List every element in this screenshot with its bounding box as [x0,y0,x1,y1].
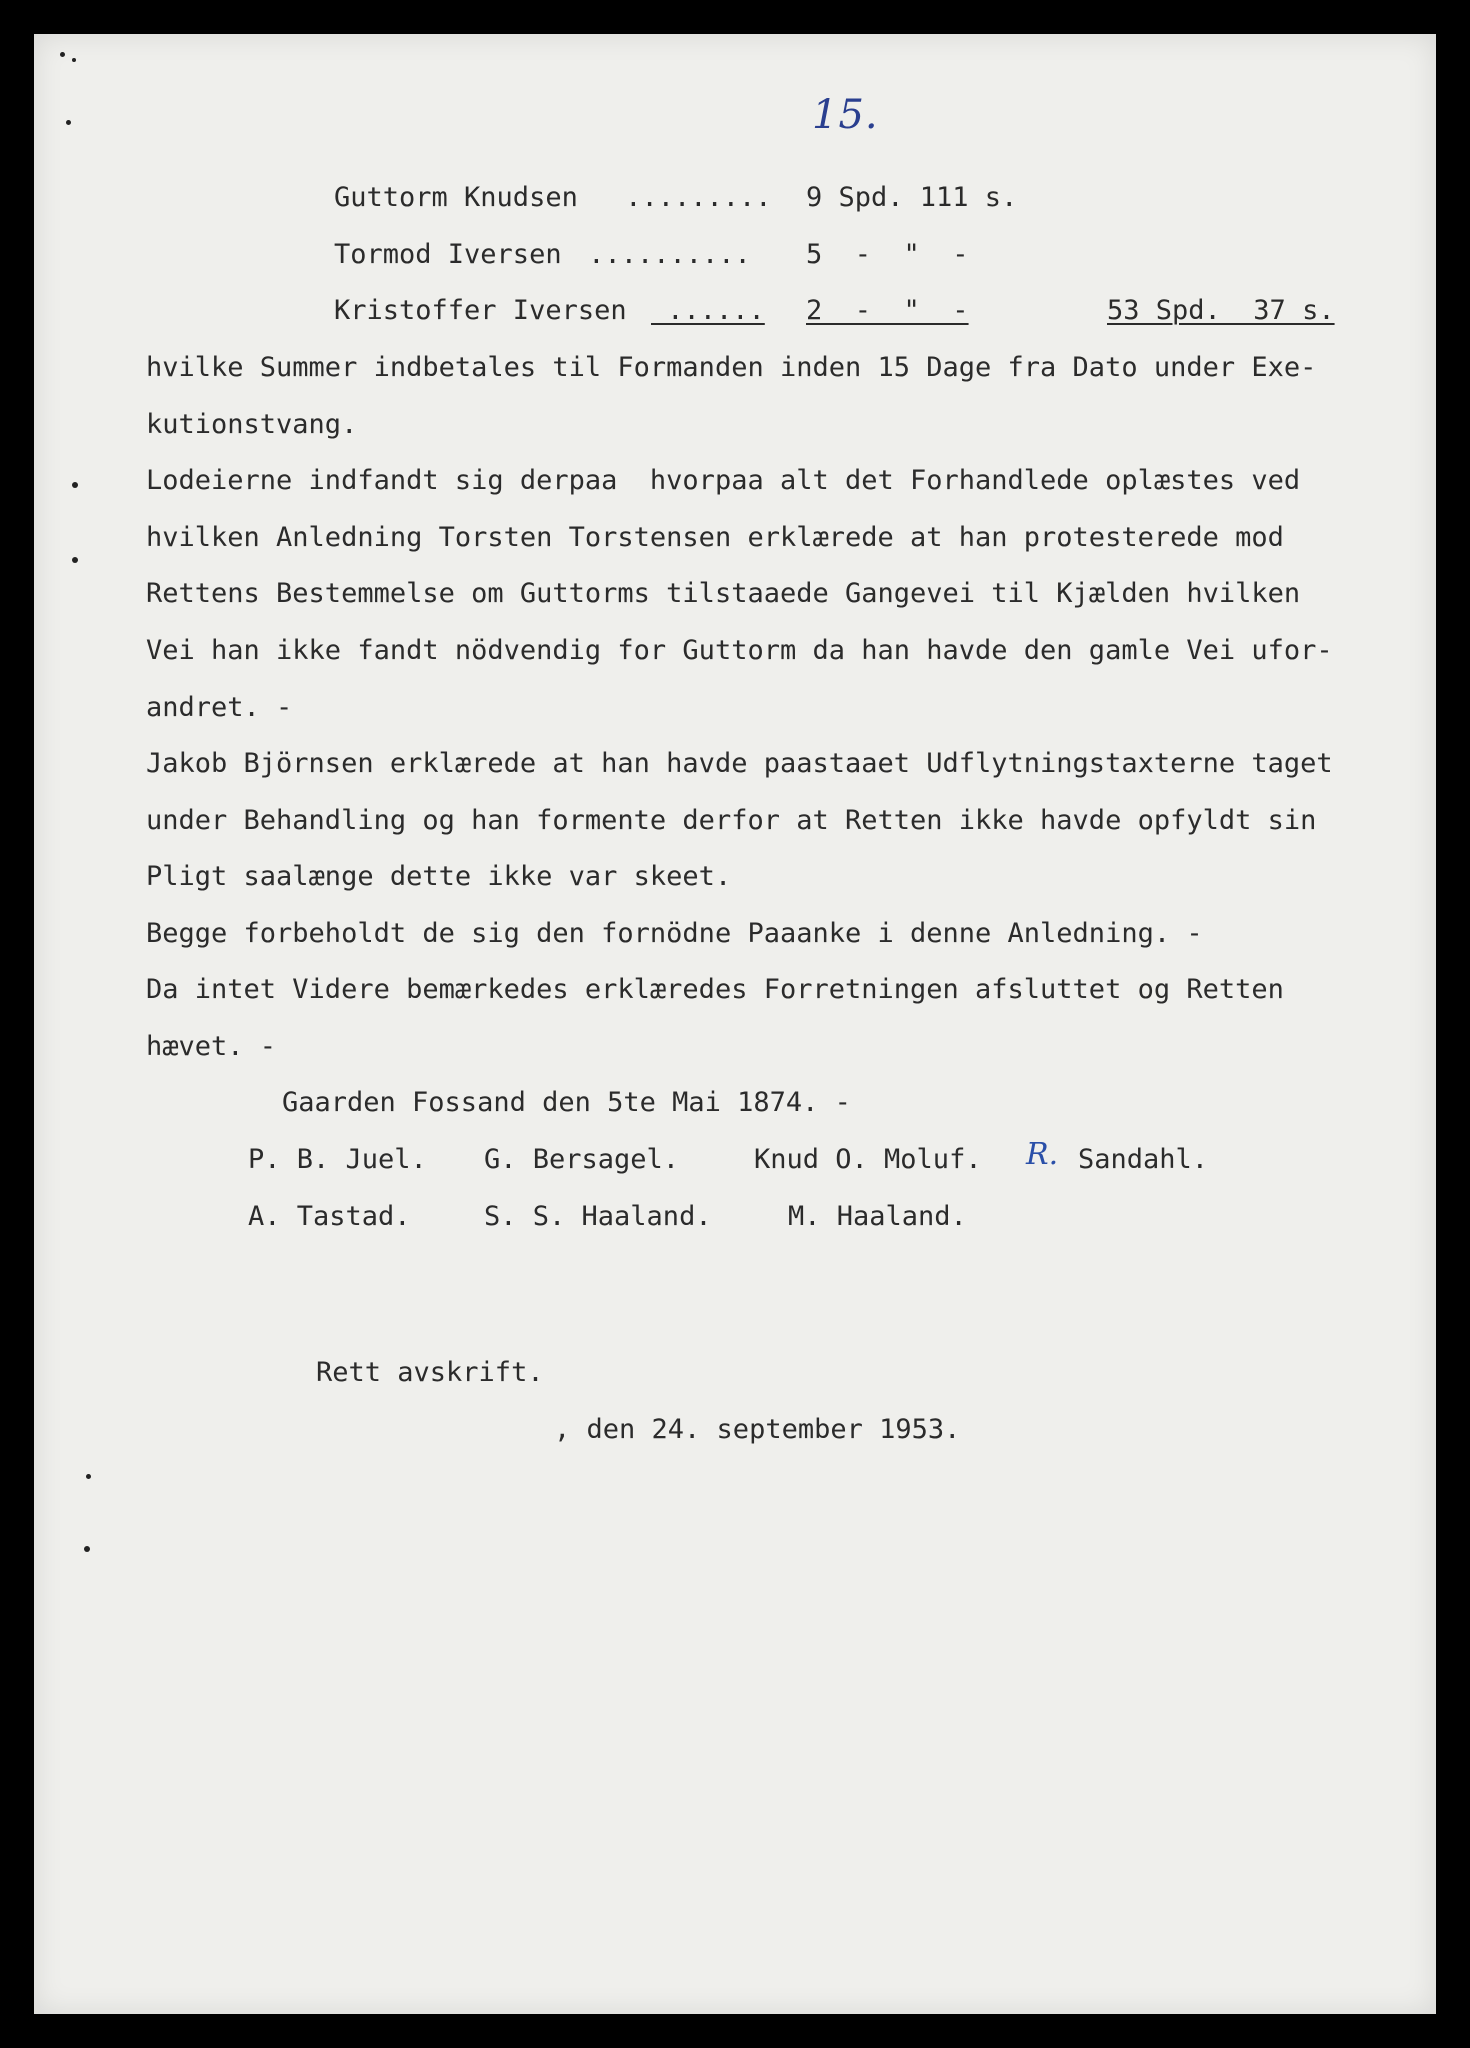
payment-amount: 5 - " - [806,239,969,270]
body-line: Lodeierne indfandt sig derpaa hvorpaa alt det Forhandlede oplæstes ved [146,465,1301,496]
document-page [34,34,1436,2014]
body-line: Da intet Videre bemærkedes erklæredes Forretningen afsluttet og Retten [146,974,1284,1005]
body-line: Vei han ikke fandt nödvendig for Guttorm da han havde den gamle Vei ufor- [146,635,1333,666]
margin-speck [60,52,65,57]
body-line: kutionstvang. [146,409,358,440]
margin-speck [72,557,78,563]
payment-name: Tormod Iversen [334,239,562,270]
signature-handwritten-initial: R. [1026,1137,1059,1172]
signature: S. S. Haaland. [484,1201,712,1232]
margin-speck [72,482,78,488]
body-line: andret. - [146,692,293,723]
payment-total: 53 Spd. 37 s. [1107,295,1335,326]
margin-speck [66,120,71,125]
payment-amount: 2 - " - [806,295,969,326]
signature: P. B. Juel. [248,1144,427,1175]
body-line: under Behandling og han formente derfor at Retten ikke havde opfyldt sin [146,805,1317,836]
payment-leader-dots: .......... [572,239,751,270]
margin-speck [72,58,76,62]
signature: M. Haaland. [788,1201,967,1232]
signature: G. Bersagel. [484,1144,680,1175]
body-line: Jakob Björnsen erklærede at han havde paastaaet Udflytningstaxterne taget [146,748,1333,779]
body-line: hvilken Anledning Torsten Torstensen erklærede at han protesterede mod [146,522,1284,553]
margin-speck [86,1474,91,1479]
page-number: 15. [812,92,879,138]
payment-amount: 9 Spd. 111 s. [806,182,1018,213]
body-line: Rettens Bestemmelse om Guttorms tilstaaede Gangevei til Kjælden hvilken [146,578,1301,609]
body-line: hævet. - [146,1031,277,1062]
margin-speck [84,1546,90,1552]
payment-leader-dots: ...... [651,295,765,326]
body-line: Begge forbeholdt de sig den fornödne Paaanke i denne Anledning. - [146,918,1203,949]
payment-name: Kristoffer Iversen [334,295,627,326]
body-line: Pligt saalænge dette ikke var skeet. [146,861,732,892]
signature: A. Tastad. [248,1201,411,1232]
body-line: hvilke Summer indbetales til Formanden inden 15 Dage fra Dato under Exe- [146,352,1317,383]
place-date: Gaarden Fossand den 5te Mai 1874. - [282,1087,851,1118]
signature: Knud O. Moluf. [754,1144,982,1175]
payment-leader-dots: ......... [609,182,772,213]
certification-date: , den 24. september 1953. [554,1414,961,1445]
payment-name: Guttorm Knudsen [334,182,578,213]
signature: Sandahl. [1078,1144,1209,1175]
certification: Rett avskrift. [316,1357,544,1388]
